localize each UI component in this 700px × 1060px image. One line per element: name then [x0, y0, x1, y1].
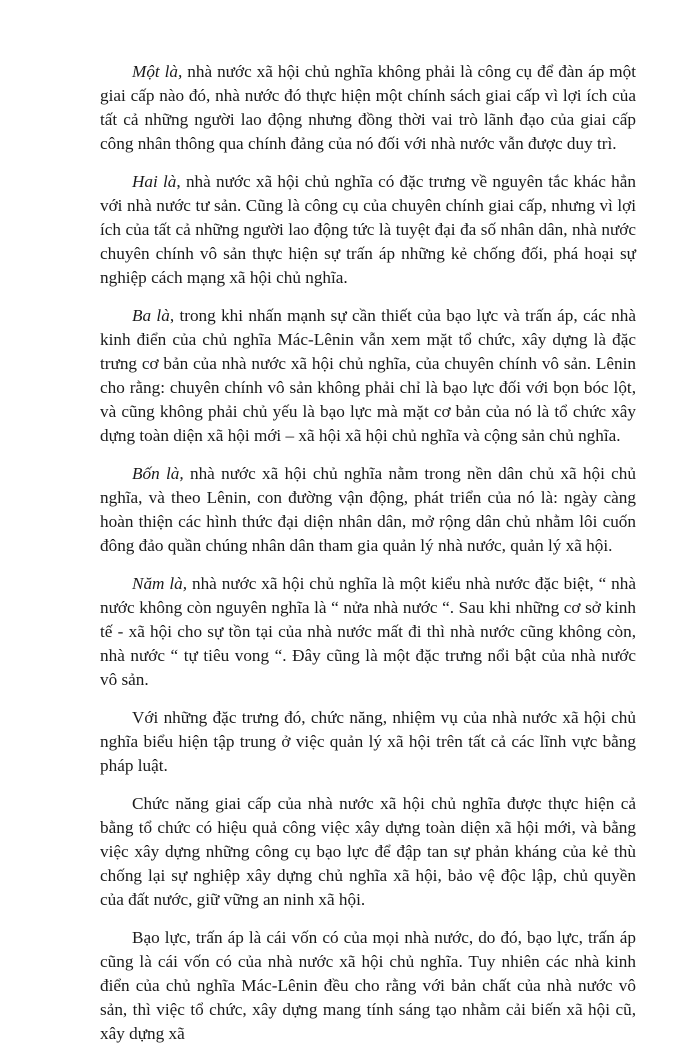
paragraph-lead: Hai là: [132, 172, 177, 191]
paragraph-text: nhà nước xã hội chủ nghĩa là một kiểu nhà nước đặc biệt, “ nhà nước không còn nguyên nghĩa là “ nửa nhà nước “. Sau khi những cơ sở kinh tế - xã hội cho sự tồn tại của nhà nước mất đi thì nhà nước cũng không còn, nhà nước “ tự tiêu vong “. Đây cũng là một đặc trưng nổi bật của nhà nước vô sản.: [100, 574, 637, 689]
paragraph-bao-luc-tran-ap: [100, 926, 636, 1046]
paragraph-dac-trung-chuc-nang: [100, 706, 636, 778]
paragraph-lead: Một là,: [132, 62, 183, 81]
paragraph-text: Với những đặc trưng đó, chức năng, nhiệm vụ của nhà nước xã hội chủ nghĩa biểu hiện tập trung ở việc quản lý xã hội trên tất cả các lĩnh vực bằng pháp luật.: [100, 708, 636, 775]
paragraph-text: nhà nước xã hội chủ nghĩa nằm trong nền dân chủ xã hội chủ nghĩa, và theo Lênin, con đường vận động, phát triển của nó là: ngày càng hoàn thiện các hình thức đại diện nhân dân, mở rộng dân chủ nhằm lôi cuốn đông đảo quần chúng nhân dân tham gia quản lý nhà nước, quản lý xã hội.: [100, 464, 636, 555]
paragraph-bon-la: [100, 462, 636, 558]
paragraph-chuc-nang-giai-cap: [100, 792, 636, 912]
paragraph-text: nhà nước xã hội chủ nghĩa không phải là công cụ để đàn áp một giai cấp nào đó, nhà nước đó thực hiện một chính sách giai cấp vì lợi ích của tất cả những người lao động nhưng đồng thời vai trò lãnh đạo của giai cấp công nhân thông qua chính đảng của nó đối với nhà nước vẫn được duy trì.: [100, 62, 636, 153]
paragraph-lead: Năm là,: [132, 574, 188, 593]
paragraph-nam-la: [100, 572, 636, 692]
document-body: [100, 60, 636, 1060]
paragraph-text: Chức năng giai cấp của nhà nước xã hội chủ nghĩa được thực hiện cả bằng tổ chức có hiệu quả công việc xây dựng toàn diện xã hội mới, và bằng việc xây dựng những công cụ bạo lực để đập tan sự phản kháng của kẻ thù chống lại sự nghiệp xây dựng chủ nghĩa xã hội, bảo vệ độc lập, chủ quyền của đất nước, giữ vững an ninh xã hội.: [100, 794, 636, 909]
paragraph-text: , trong khi nhấn mạnh sự cần thiết của bạo lực và trấn áp, các nhà kinh điển của chủ nghĩa Mác-Lênin vẫn xem mặt tổ chức, xây dựng là đặc trưng cơ bản của nhà nước xã hội chủ nghĩa, của chuyên chính vô sản. Lênin cho rằng: chuyên chính vô sản không phải chỉ là bạo lực đối với bọn bóc lột, và cũng không phải chủ yếu là bạo lực mà mặt cơ bản của nó là tổ chức xây dựng toàn diện xã hội mới – xã hội xã hội chủ nghĩa và cộng sản chủ nghĩa.: [100, 306, 636, 445]
paragraph-lead: Bốn là,: [132, 464, 184, 483]
paragraph-text: , nhà nước xã hội chủ nghĩa có đặc trưng về nguyên tắc khác hẳn với nhà nước tư sản. Cũng là công cụ của chuyên chính giai cấp, nhưng vì lợi ích của tất cả những người lao động tức là tuyệt đại đa số nhân dân, nhà nước chuyên chính vô sản thực hiện sự trấn áp những kẻ chống đối, phá hoại sự nghiệp cách mạng xã hội chủ nghĩa.: [100, 172, 636, 287]
paragraph-mot-la: [100, 60, 636, 156]
paragraph-text: Bạo lực, trấn áp là cái vốn có của mọi nhà nước, do đó, bạo lực, trấn áp cũng là cái vốn có của nhà nước xã hội chủ nghĩa. Tuy nhiên các nhà kinh điển của chủ nghĩa Mác-Lênin đều cho rằng với bản chất của nhà nước vô sản, thì việc tổ chức, xây dựng mang tính sáng tạo nhằm cải biến xã hội cũ, xây dựng xã: [100, 928, 636, 1043]
paragraph-lead: Ba là: [132, 306, 170, 325]
paragraph-hai-la: [100, 170, 636, 290]
paragraph-ba-la: [100, 304, 636, 448]
